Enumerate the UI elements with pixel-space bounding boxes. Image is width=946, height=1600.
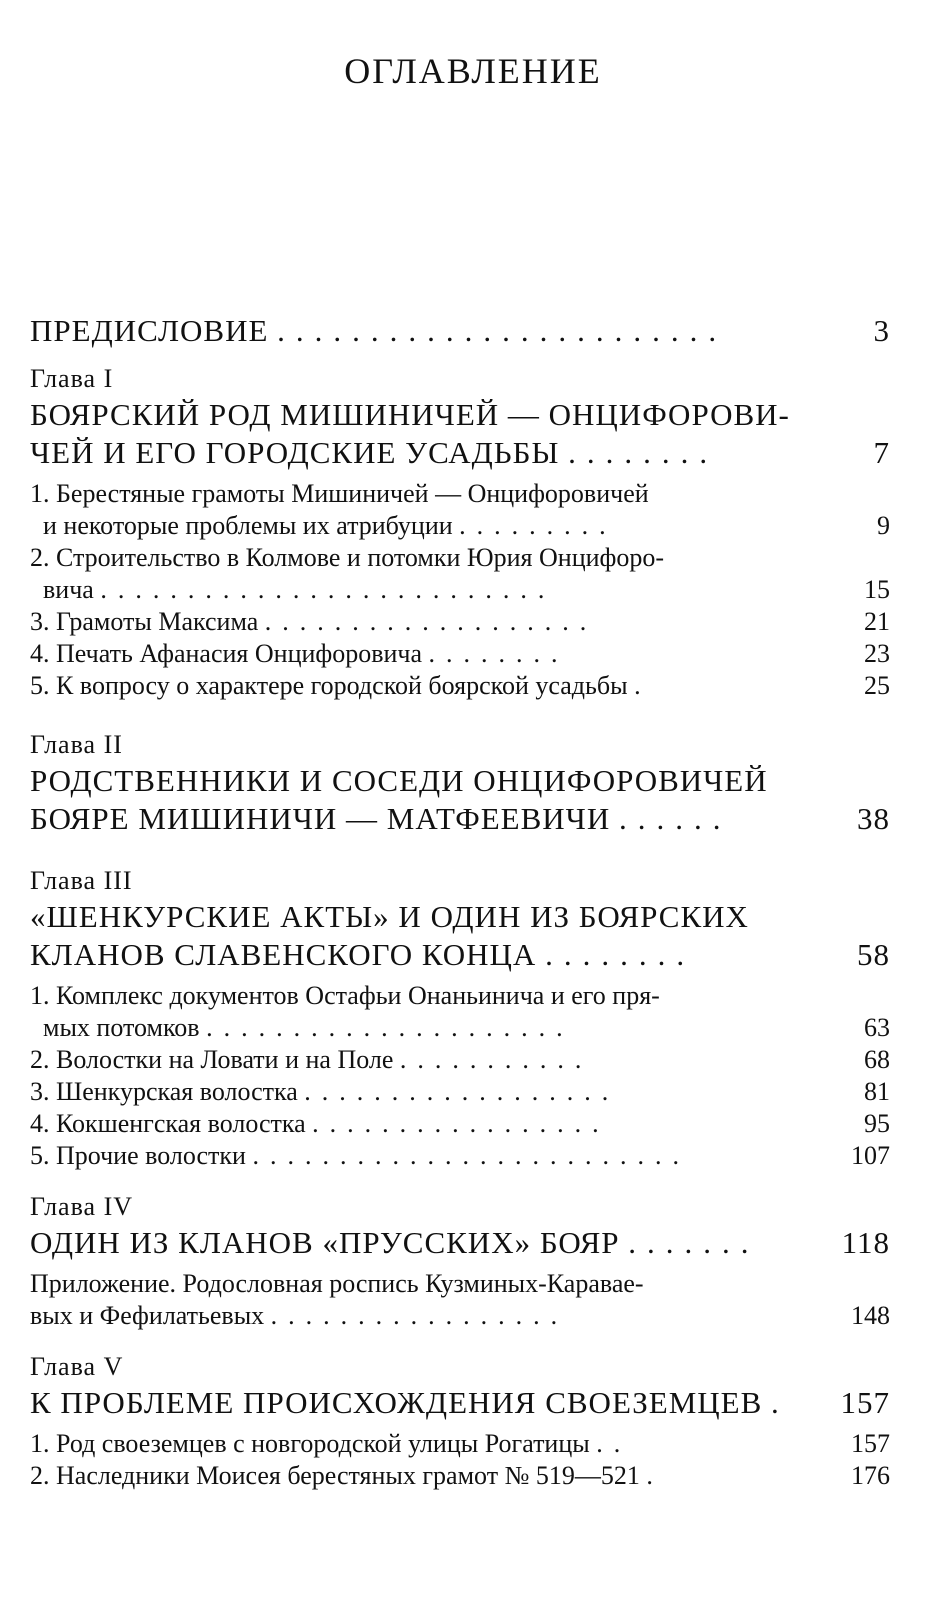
section-line: 4. Печать Афанасия Онцифоровича [30, 639, 423, 668]
chapter-label: Глава IV [30, 1192, 133, 1221]
section-line: 3. Шенкурская волостка [30, 1077, 298, 1106]
section-line: 3. Грамоты Максима [30, 607, 259, 636]
page-number: 7 [873, 435, 890, 470]
appendix-line: Приложение. Родословная роспись Кузминых-Каравае- [30, 1269, 644, 1298]
toc-entry-section[interactable]: 5. К вопросу о характере городской боярской усадьбы . 25 [30, 671, 890, 700]
toc-entry-chapter-2[interactable]: РОДСТВЕННИКИ И СОСЕДИ ОНЦИФОРОВИЧЕЙ БОЯРЕ МИШИНИЧИ — МАТФЕЕВИЧИ ...... 38 [30, 763, 890, 836]
entry-title-line: ОДИН ИЗ КЛАНОВ «ПРУССКИХ» БОЯР [30, 1225, 620, 1260]
page-number: 68 [864, 1045, 890, 1074]
chapter-label: Глава II [30, 730, 123, 759]
appendix-line: вых и Фефилатьевых [30, 1301, 265, 1330]
chapter-label: Глава I [30, 364, 114, 393]
section-line: 1. Род своеземцев с новгородской улицы Рогатицы [30, 1429, 590, 1458]
toc-entry-section[interactable]: 4. Кокшенгская волостка ................. 95 [30, 1109, 890, 1138]
entry-title-line: К ПРОБЛЕМЕ ПРОИСХОЖДЕНИЯ СВОЕЗЕМЦЕВ [30, 1385, 763, 1420]
toc-entry-section[interactable]: 1. Род своеземцев с новгородской улицы Рогатицы .. 157 [30, 1429, 890, 1458]
section-line: 2. Строительство в Колмове и потомки Юрия Онцифоро- [30, 543, 665, 572]
page-number: 118 [841, 1225, 890, 1260]
toc-entry-preface[interactable]: ПРЕДИСЛОВИЕ ........................ 3 [30, 313, 890, 348]
toc-entry-section[interactable]: 2. Наследники Моисея берестяных грамот № 519—521 . 176 [30, 1461, 890, 1490]
page-number: 148 [851, 1301, 890, 1330]
toc-entry-chapter-4[interactable]: ОДИН ИЗ КЛАНОВ «ПРУССКИХ» БОЯР ....... 118 [30, 1225, 890, 1260]
entry-title-line: РОДСТВЕННИКИ И СОСЕДИ ОНЦИФОРОВИЧЕЙ [30, 763, 768, 798]
toc-entry-section[interactable]: 3. Шенкурская волостка .................. 81 [30, 1077, 890, 1106]
section-line: 2. Волостки на Ловати и на Поле [30, 1045, 394, 1074]
toc-entry-chapter-1[interactable]: БОЯРСКИЙ РОД МИШИНИЧЕЙ — ОНЦИФОРОВИ- ЧЕЙ И ЕГО ГОРОДСКИЕ УСАДЬБЫ ........ 7 [30, 397, 890, 470]
toc-entry-appendix[interactable]: Приложение. Родословная роспись Кузминых-Каравае- вых и Фефилатьевых ................. 148 [30, 1269, 890, 1330]
entry-title-line: БОЯРСКИЙ РОД МИШИНИЧЕЙ — ОНЦИФОРОВИ- [30, 397, 790, 432]
entry-title-line: ЧЕЙ И ЕГО ГОРОДСКИЕ УСАДЬБЫ [30, 435, 560, 470]
page-number: 58 [857, 937, 890, 972]
page-number: 176 [851, 1461, 890, 1490]
toc-entry-section[interactable]: 1. Комплекс документов Остафьи Онаньинича и его пря- мых потомков ..................... 63 [30, 981, 890, 1042]
section-line: 4. Кокшенгская волостка [30, 1109, 306, 1138]
page-title: ОГЛАВЛЕНИЕ [344, 51, 602, 91]
section-line: мых потомков [43, 1013, 200, 1042]
table-of-contents [30, 312, 890, 1492]
page-number: 157 [851, 1429, 890, 1458]
toc-entry-chapter-5[interactable]: К ПРОБЛЕМЕ ПРОИСХОЖДЕНИЯ СВОЕЗЕМЦЕВ . 157 [30, 1385, 890, 1420]
toc-entry-section[interactable]: 2. Строительство в Колмове и потомки Юрия Онцифоро- вича .......................... 15 [30, 543, 890, 604]
page-number: 21 [864, 607, 890, 636]
entry-title-line: КЛАНОВ СЛАВЕНСКОГО КОНЦА [30, 937, 537, 972]
page-number: 25 [864, 671, 890, 700]
page-number: 95 [864, 1109, 890, 1138]
toc-entry-section[interactable]: 2. Волостки на Ловати и на Поле ........... 68 [30, 1045, 890, 1074]
page-number: 23 [864, 639, 890, 668]
page-number: 38 [857, 801, 890, 836]
entry-title-line: БОЯРЕ МИШИНИЧИ — МАТФЕЕВИЧИ [30, 801, 611, 836]
page-number: 9 [877, 511, 890, 540]
section-line: 1. Берестяные грамоты Мишиничей — Онцифоровичей [30, 479, 649, 508]
toc-entry-section[interactable]: 1. Берестяные грамоты Мишиничей — Онцифоровичей и некоторые проблемы их атрибуции ......... 9 [30, 479, 890, 540]
chapter-label: Глава V [30, 1352, 124, 1381]
chapter-label: Глава III [30, 866, 133, 895]
section-line: 5. Прочие волостки [30, 1141, 246, 1170]
page-number: 107 [851, 1141, 890, 1170]
entry-title-line: «ШЕНКУРСКИЕ АКТЫ» И ОДИН ИЗ БОЯРСКИХ [30, 899, 749, 934]
toc-entry-chapter-3[interactable]: «ШЕНКУРСКИЕ АКТЫ» И ОДИН ИЗ БОЯРСКИХ КЛАНОВ СЛАВЕНСКОГО КОНЦА ........ 58 [30, 899, 890, 972]
page-number: 15 [864, 575, 890, 604]
page-number: 63 [864, 1013, 890, 1042]
section-line: и некоторые проблемы их атрибуции [43, 511, 453, 540]
page-number: 157 [840, 1385, 890, 1420]
entry-title: ПРЕДИСЛОВИЕ [30, 313, 269, 348]
page-number: 3 [873, 313, 890, 348]
toc-entry-section[interactable]: 3. Грамоты Максима ................... 21 [30, 607, 890, 636]
section-line: 2. Наследники Моисея берестяных грамот № 519—521 [30, 1461, 640, 1490]
page-number: 81 [864, 1077, 890, 1106]
section-line: вича [43, 575, 94, 604]
section-line: 1. Комплекс документов Остафьи Онаньинича и его пря- [30, 981, 660, 1010]
section-line: 5. К вопросу о характере городской боярской усадьбы [30, 671, 628, 700]
toc-entry-section[interactable]: 5. Прочие волостки ......................... 107 [30, 1141, 890, 1170]
toc-entry-section[interactable]: 4. Печать Афанасия Онцифоровича ........ 23 [30, 639, 890, 668]
